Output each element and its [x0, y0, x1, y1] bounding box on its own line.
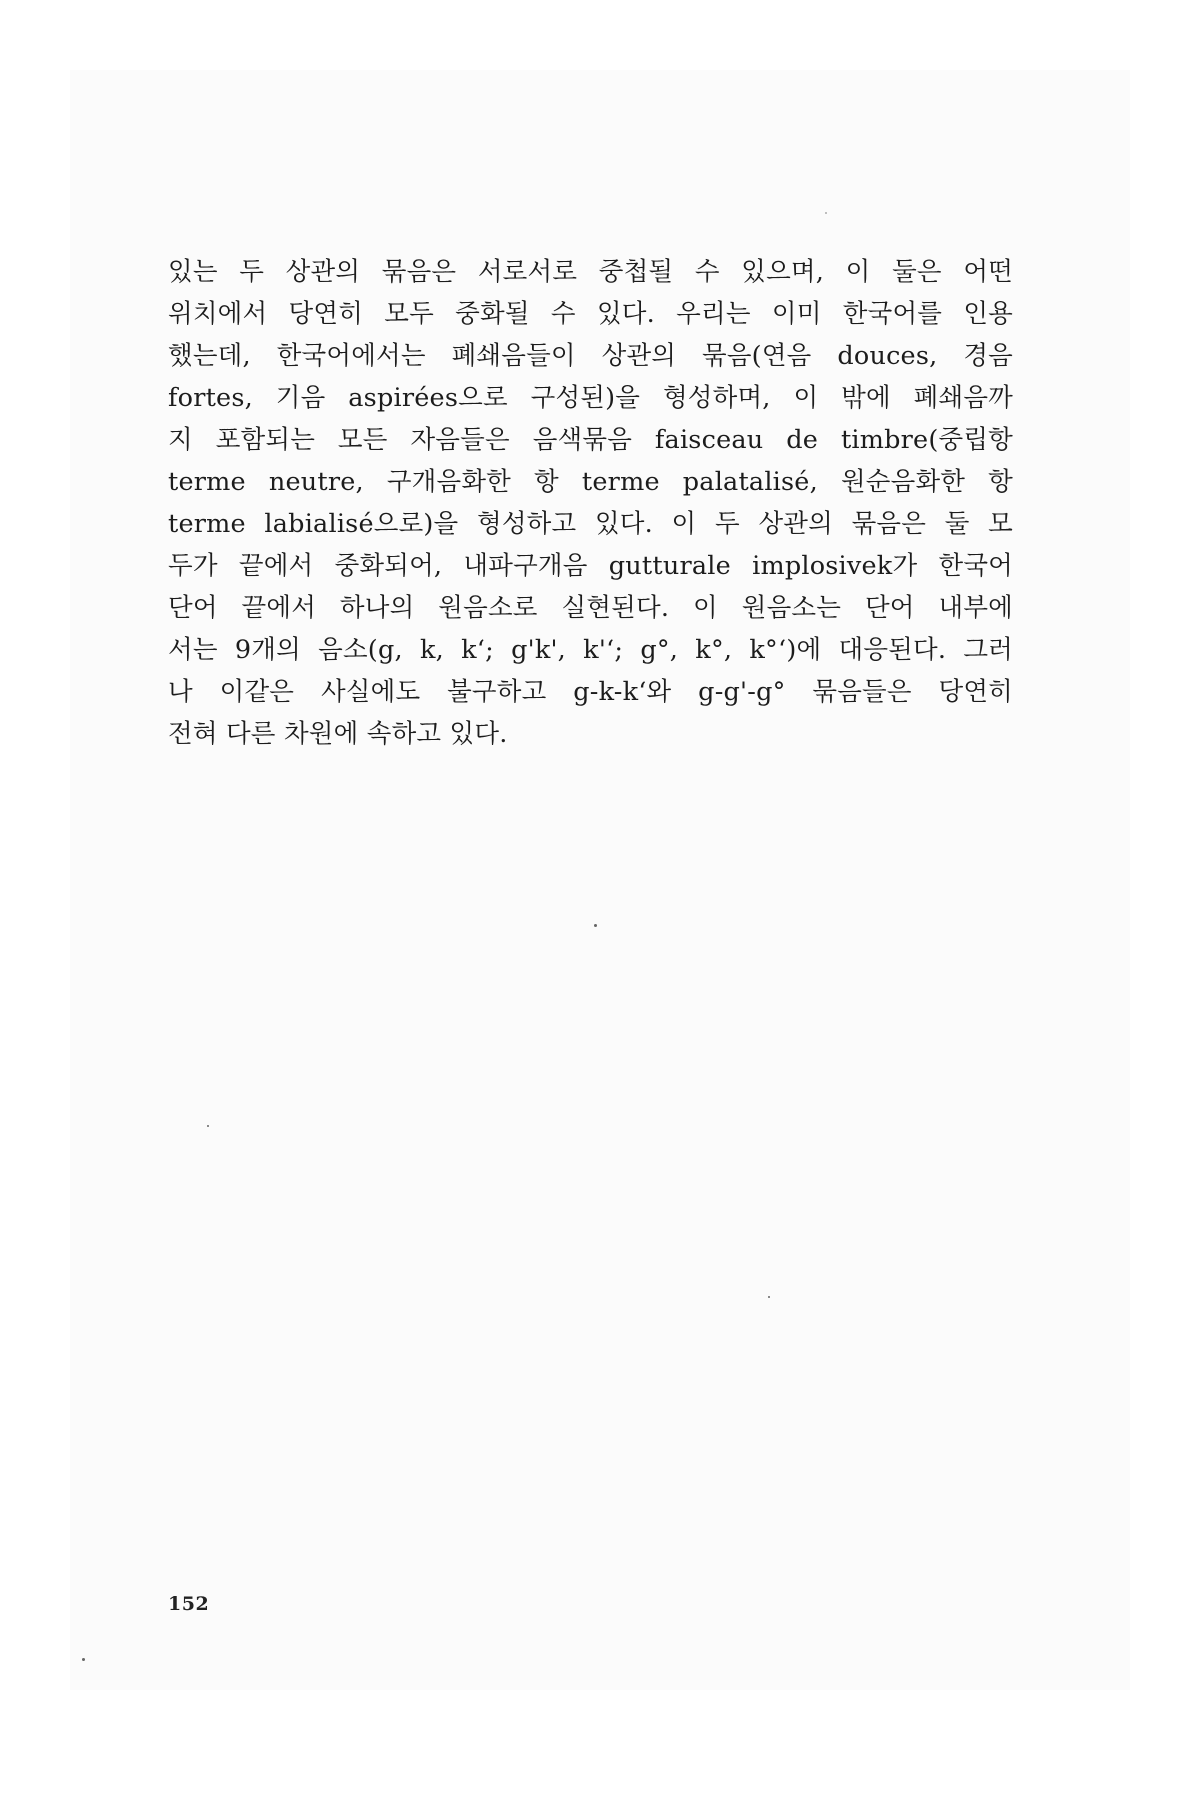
text-line-1: 있는 두 상관의 묶음은 서로서로 중첩될 수 있으며, 이 둘은 어떤: [168, 257, 1013, 287]
text-line-3: 했는데, 한국어에서는 폐쇄음들이 상관의 묶음(연음 douces, 경음: [168, 341, 1013, 371]
text-line-8: 두가 끝에서 중화되어, 내파구개음 gutturale implosivek가 한국어: [168, 551, 1013, 581]
scan-speck: [768, 1296, 770, 1298]
text-line-9: 단어 끝에서 하나의 원음소로 실현된다. 이 원음소는 단어 내부에: [168, 593, 1013, 623]
text-line-6: terme neutre, 구개음화한 항 terme palatalisé, 원순음화한 항: [168, 467, 1013, 497]
scan-speck: [82, 1658, 85, 1661]
text-line-12: 전혀 다른 차원에 속하고 있다.: [168, 719, 508, 749]
scan-speck: [825, 212, 827, 214]
text-line-5: 지 포함되는 모든 자음들은 음색묶음 faisceau de timbre(중립항: [168, 425, 1013, 455]
scan-speck: [207, 1125, 209, 1127]
text-line-10: 서는 9개의 음소(g, k, k‘; g'k', k'‘; g°, k°, k°‘)에 대응된다. 그러: [168, 635, 1013, 665]
text-line-11: 나 이같은 사실에도 불구하고 g-k-k‘와 g-g'-g° 묶음들은 당연히: [168, 677, 1013, 707]
scan-speck: [594, 924, 597, 927]
text-line-2: 위치에서 당연히 모두 중화될 수 있다. 우리는 이미 한국어를 인용: [168, 299, 1013, 329]
text-line-7: terme labialisé으로)을 형성하고 있다. 이 두 상관의 묶음은 둘 모: [168, 509, 1013, 539]
text-line-4: fortes, 기음 aspirées으로 구성된)을 형성하며, 이 밖에 폐쇄음까: [168, 383, 1013, 413]
body-paragraph: [168, 251, 1013, 755]
page-number: 152: [168, 1593, 210, 1615]
